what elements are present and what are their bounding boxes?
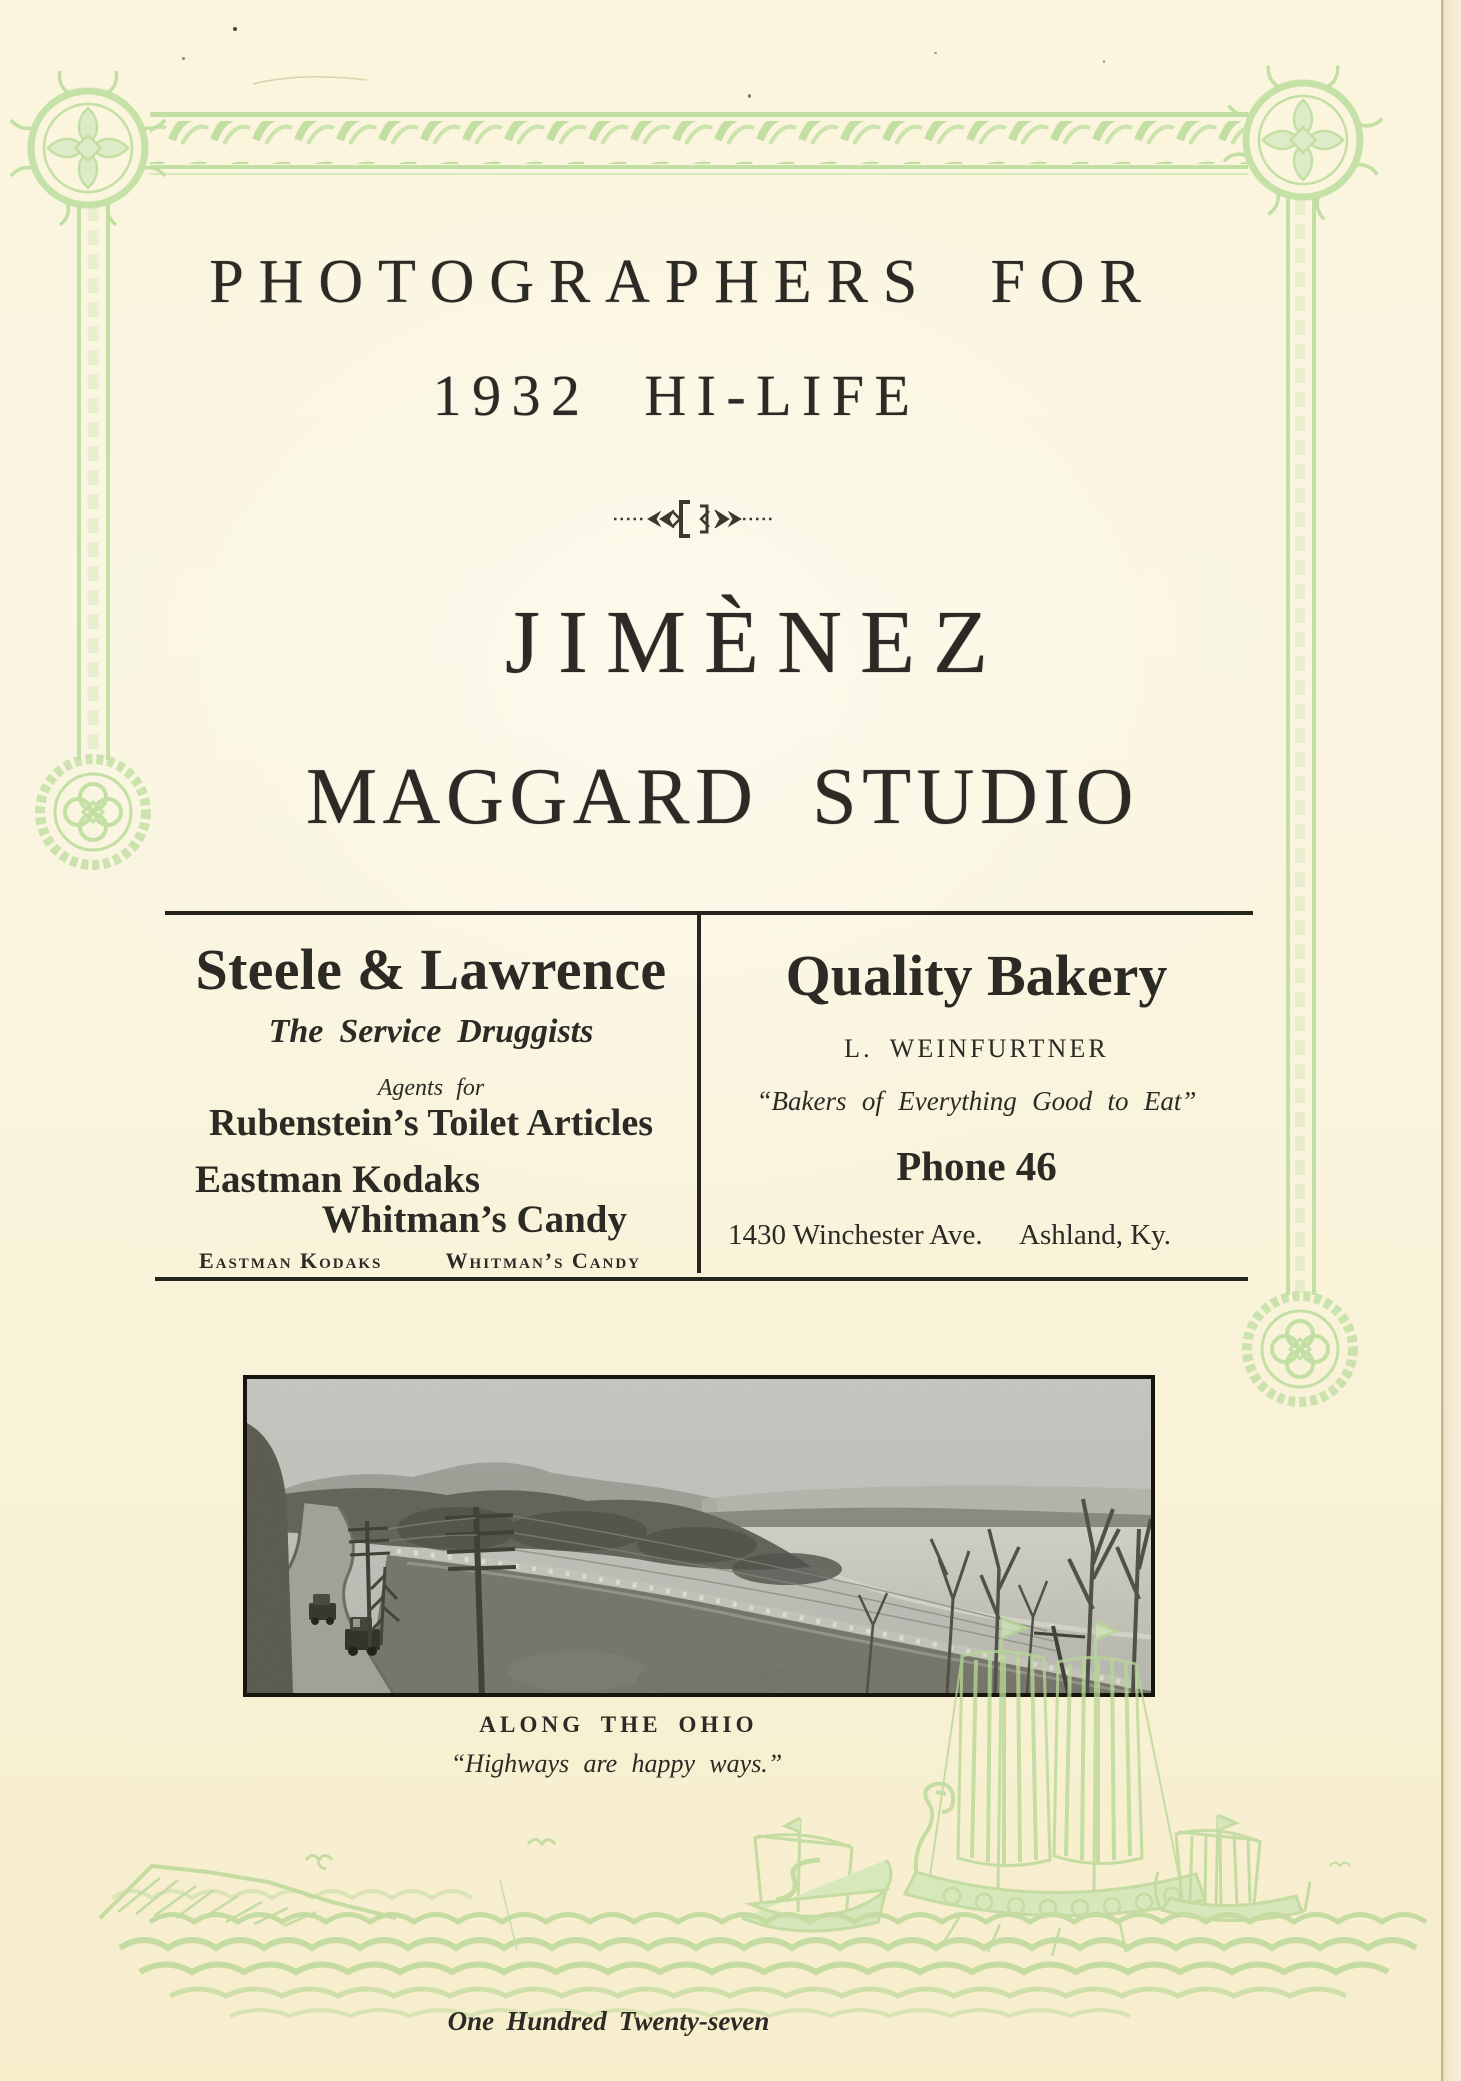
top-border-band (150, 112, 1248, 175)
ad-owner: L. WEINFURTNER (844, 1034, 1109, 1063)
photo-caption: ALONG THE OHIO (479, 1712, 758, 1737)
paper-speck (1103, 60, 1105, 63)
ad-phone: Phone 46 (896, 1143, 1057, 1189)
paper-speck (934, 52, 937, 54)
printers-ornament-divider-icon (612, 493, 777, 541)
page-title-line1: PHOTOGRAPHERS FOR (209, 248, 1156, 316)
small-ship-right (1155, 1815, 1310, 1921)
knot-medallion-icon (1247, 1296, 1353, 1402)
page-number: One Hundred Twenty-seven (447, 2006, 770, 2036)
scan-page-edge (1441, 0, 1461, 2081)
small-ship-left (742, 1818, 891, 1931)
ad-footer-item: Eastman Kodaks (199, 1248, 383, 1273)
ad-footer-item: Whitman’s Candy (445, 1248, 641, 1273)
photo-subcaption: “Highways are happy ways.” (450, 1749, 783, 1778)
ad-product: Eastman Kodaks (195, 1158, 480, 1201)
ad-city: Ashland, Ky. (1019, 1219, 1171, 1251)
studio-name: JIMÈNEZ (505, 593, 1006, 692)
ad-title: Quality Bakery (785, 943, 1168, 1008)
photo-along-the-ohio (243, 1375, 1155, 1697)
studio-subname: MAGGARD STUDIO (305, 753, 1140, 841)
paper-speck (182, 57, 185, 60)
page-title-line2: 1932 HI-LIFE (432, 363, 921, 428)
ad-product: Rubenstein’s Toilet Articles (208, 1102, 654, 1144)
river-road-photo (247, 1379, 1151, 1693)
paper-speck (748, 94, 751, 98)
ad-address: 1430 Winchester Ave. (728, 1219, 983, 1251)
ad-slogan: “Bakers of Everything Good to Eat” (756, 1086, 1197, 1116)
ads-bottom-rule (155, 1277, 1248, 1281)
ad-agents-label: Agents for (377, 1075, 485, 1101)
corner-rosette-icon (10, 71, 167, 226)
ad-tagline: The Service Druggists (268, 1013, 594, 1050)
ad-title: Steele & Lawrence (195, 937, 667, 1002)
paper-speck (233, 27, 237, 31)
ad-quality-bakery (700, 914, 1253, 1277)
ad-product: Whitman’s Candy (321, 1198, 627, 1241)
corner-rosette-icon (1223, 66, 1383, 220)
ad-steele-lawrence (165, 914, 697, 1277)
scan-hairline (253, 77, 367, 84)
waves (112, 1891, 1426, 2016)
